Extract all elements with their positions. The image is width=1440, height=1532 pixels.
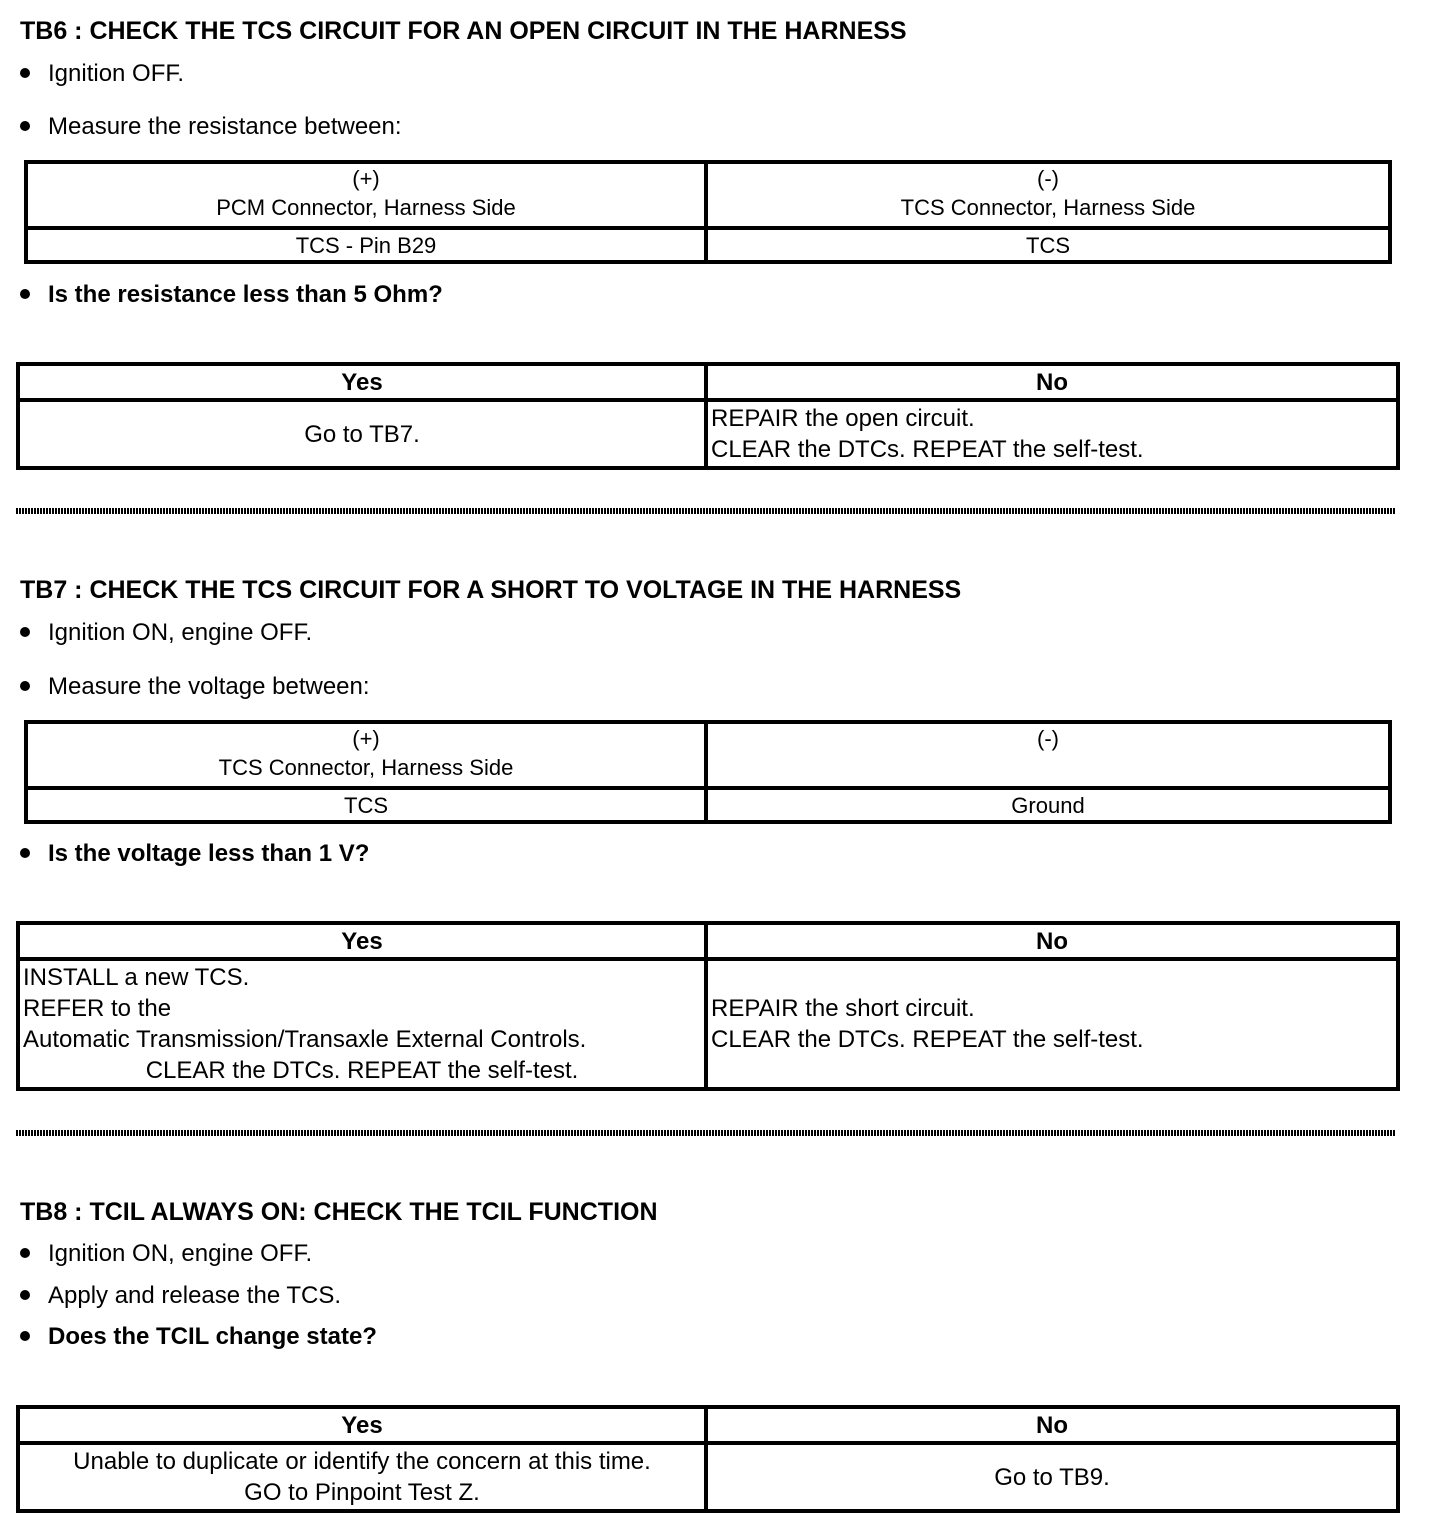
tb7-question <box>20 840 369 868</box>
tb7-yes-line-3: Automatic Transmission/Transaxle External Controls. <box>23 1026 587 1053</box>
tb7-question-text: Is the voltage less than 1 V? <box>48 840 370 867</box>
bullet-icon <box>20 1331 30 1341</box>
tb6-minus-header: (-) <box>1037 166 1059 191</box>
tb7-no-line-2: CLEAR the DTCs. REPEAT the self-test. <box>711 1026 1144 1053</box>
tb6-plus-value: TCS - Pin B29 <box>26 228 706 262</box>
tb7-plus-sub: TCS Connector, Harness Side <box>218 755 514 780</box>
tb6-step-1 <box>20 60 184 88</box>
tb7-step-2 <box>20 673 370 701</box>
tb6-measure-minus-header-cell <box>706 162 1390 228</box>
tb7-measure-table <box>24 720 1392 824</box>
tb8-yes-cell <box>18 1443 706 1511</box>
bullet-icon <box>20 121 30 131</box>
tb8-no-header: No <box>706 1407 1398 1443</box>
tb8-question-text: Does the TCIL change state? <box>48 1323 377 1350</box>
tb6-plus-sub: PCM Connector, Harness Side <box>216 195 516 220</box>
tb7-no-header: No <box>706 923 1398 959</box>
tb7-result-table <box>16 921 1400 1091</box>
tb7-no-line-1: REPAIR the short circuit. <box>711 995 975 1022</box>
tb7-plus-header: (+) <box>352 726 380 751</box>
tb6-measure-table <box>24 160 1392 264</box>
tb7-step-2-text: Measure the voltage between: <box>48 673 370 700</box>
tb7-yes-line-2: REFER to the <box>23 995 172 1022</box>
tb6-yes-header: Yes <box>18 364 706 400</box>
tb8-step-1-text: Ignition ON, engine OFF. <box>48 1240 313 1267</box>
tb6-question <box>20 281 443 309</box>
tb6-step-2-text: Measure the resistance between: <box>48 113 402 140</box>
tb6-minus-sub: TCS Connector, Harness Side <box>900 195 1196 220</box>
tb7-yes-line-4: CLEAR the DTCs. REPEAT the self-test. <box>145 1057 579 1084</box>
tb6-no-line-1: REPAIR the open circuit. <box>711 405 975 432</box>
tb6-no-header: No <box>706 364 1398 400</box>
tb7-measure-plus-header-cell <box>26 722 706 788</box>
tb7-yes-line-1: INSTALL a new TCS. <box>23 964 250 991</box>
tb6-no-line-2: CLEAR the DTCs. REPEAT the self-test. <box>711 436 1144 463</box>
tb6-title: TB6 : CHECK THE TCS CIRCUIT FOR AN OPEN CIRCUIT IN THE HARNESS <box>20 17 907 45</box>
tb6-measure-plus-header-cell <box>26 162 706 228</box>
tb8-step-2 <box>20 1282 341 1310</box>
tb7-step-1 <box>20 619 312 647</box>
tb6-plus-header: (+) <box>352 166 380 191</box>
tb7-title: TB7 : CHECK THE TCS CIRCUIT FOR A SHORT TO VOLTAGE IN THE HARNESS <box>20 576 962 604</box>
tb8-yes-header: Yes <box>18 1407 706 1443</box>
tb8-no-cell <box>706 1443 1398 1511</box>
tb6-question-text: Is the resistance less than 5 Ohm? <box>48 281 443 308</box>
tb6-minus-value: TCS <box>706 228 1390 262</box>
tb7-measure-minus-header-cell <box>706 722 1390 788</box>
tb6-yes-line-1: Go to TB7. <box>304 420 420 448</box>
tb8-question <box>20 1323 377 1351</box>
bullet-icon <box>20 1248 30 1258</box>
tb6-yes-cell <box>18 400 706 468</box>
tb8-result-table <box>16 1405 1400 1513</box>
bullet-icon <box>20 627 30 637</box>
tb7-minus-value: Ground <box>706 788 1390 822</box>
tb7-step-1-text: Ignition ON, engine OFF. <box>48 619 313 646</box>
bullet-icon <box>20 289 30 299</box>
tb8-step-2-text: Apply and release the TCS. <box>48 1282 342 1309</box>
tb7-plus-value: TCS <box>26 788 706 822</box>
tb6-step-1-text: Ignition OFF. <box>48 60 185 87</box>
tb8-step-1 <box>20 1240 312 1268</box>
tb8-title: TB8 : TCIL ALWAYS ON: CHECK THE TCIL FUNCTION <box>20 1198 658 1226</box>
tb6-no-cell <box>706 400 1398 468</box>
tb7-yes-header: Yes <box>18 923 706 959</box>
bullet-icon <box>20 68 30 78</box>
section-divider <box>16 1130 1396 1136</box>
tb8-yes-line-1: Unable to duplicate or identify the concern at this time. <box>73 1448 651 1475</box>
tb6-result-table <box>16 362 1400 470</box>
bullet-icon <box>20 681 30 691</box>
tb6-step-2 <box>20 113 402 141</box>
bullet-icon <box>20 848 30 858</box>
bullet-icon <box>20 1290 30 1300</box>
section-divider <box>16 508 1396 514</box>
tb7-minus-header: (-) <box>1037 726 1059 751</box>
tb7-no-cell <box>706 959 1398 1089</box>
tb7-yes-cell <box>18 959 706 1089</box>
tb8-no-line-1: Go to TB9. <box>994 1463 1110 1491</box>
tb8-yes-line-2: GO to Pinpoint Test Z. <box>244 1479 480 1506</box>
